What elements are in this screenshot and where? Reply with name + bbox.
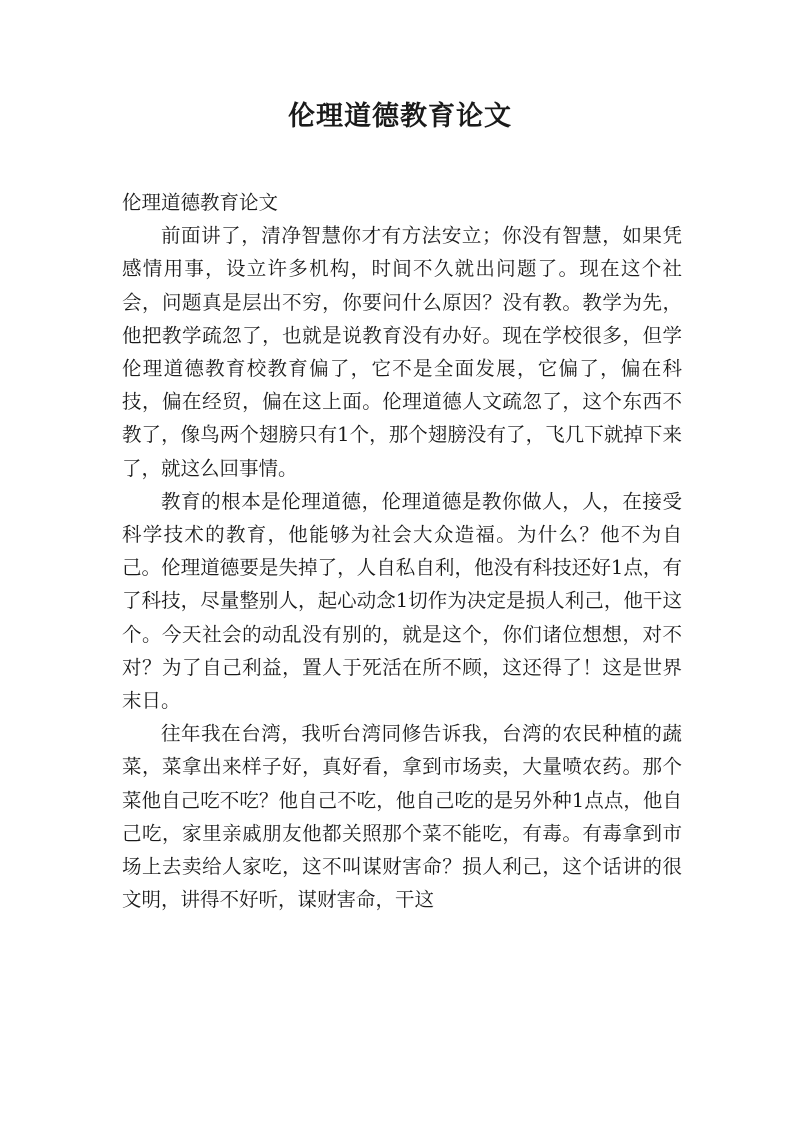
document-subtitle: 伦理道德教育论文 xyxy=(122,191,279,214)
document-title: 伦理道德教育论文 xyxy=(288,101,512,132)
paragraph-1: 前面讲了，清净智慧你才有方法安立；你没有智慧，如果凭感情用事，设立许多机构，时间不久就出问题了。现在这个社会，问题真是层出不穷，你要问什么原因？没有教。教学为先，他把教学疏忽了，也就是说教育没有办好。现在学校很多，但学伦理道德教育校教育偏了，它不是全面发展，它偏了，偏在科技，偏在经贸，偏在这上面。伦理道德人文疏忽了，这个东西不教了，像鸟两个翅膀只有1个，那个翅膀没有了，飞几下就掉下来了，就这么回事情。 xyxy=(122,224,682,480)
paragraph-2: 教育的根本是伦理道德，伦理道德是教你做人，人，在接受科学技术的教育，他能够为社会大众造福。为什么？他不为自己。伦理道德要是失掉了，人自私自利，他没有科技还好1点，有了科技，尽量整别人，起心动念1切作为决定是损人利己，他干这个。今天社会的动乱没有别的，就是这个，你们诸位想想，对不对？为了自己利益，置人于死活在所不顾，这还得了！这是世界末日。 xyxy=(122,489,682,713)
document-body xyxy=(122,186,682,916)
paragraph-3: 往年我在台湾，我听台湾同修告诉我，台湾的农民种植的蔬菜，菜拿出来样子好，真好看，拿到市场卖，大量喷农药。那个菜他自己吃不吃？他自己不吃，他自己吃的是另外种1点点，他自己吃，家里亲戚朋友他都关照那个菜不能吃，有毒。有毒拿到市场上去卖给人家吃，这不叫谋财害命？损人利己，这个话讲的很文明，讲得不好听，谋财害命，干这 xyxy=(122,722,682,912)
